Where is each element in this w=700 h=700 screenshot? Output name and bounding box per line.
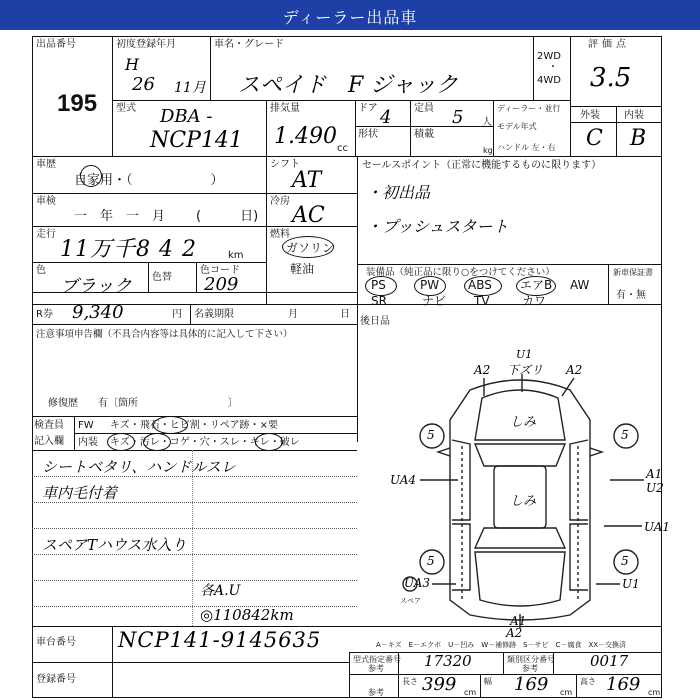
capacity-label: 定員 bbox=[414, 103, 434, 114]
model-label: 型式 bbox=[116, 103, 136, 114]
drive-dot: ・ bbox=[548, 62, 558, 73]
inspection-label: 車検 bbox=[36, 196, 56, 207]
doors-value: 4 bbox=[380, 107, 392, 128]
damage-legend: A－キズ E－エクボ U－凹み W－補修跡 S－サビ C－腐食 XX－交換済 bbox=[376, 641, 627, 649]
odometer-note: ◎110842km bbox=[200, 606, 294, 624]
history-option-rest: 用・（ ） bbox=[100, 173, 224, 188]
first-reg-label: 初度登録年月 bbox=[116, 39, 176, 50]
mark-a2-bottom: A2 bbox=[506, 626, 523, 640]
mark-s-zuri: 下ズリ bbox=[507, 363, 544, 377]
model-prefix-value: DBA - bbox=[160, 106, 213, 127]
mark-a1-bottom: A1 bbox=[510, 614, 527, 628]
entry-label: 記入欄 bbox=[34, 436, 64, 447]
mileage-label: 走行 bbox=[36, 229, 56, 240]
tire-rr-grade: 5 bbox=[621, 554, 629, 568]
color-value: ブラック bbox=[60, 276, 132, 297]
displacement-label: 排気量 bbox=[270, 103, 300, 114]
loading-label: 積載 bbox=[414, 129, 434, 140]
notes-label: 注意事項申告欄（不具合内容等は具体的に記入して下さい） bbox=[36, 329, 293, 340]
reg-no-label: 登録番号 bbox=[36, 674, 76, 685]
km-label: km bbox=[228, 250, 244, 261]
cooler-value: AC bbox=[292, 203, 325, 228]
height-value: 169 bbox=[606, 674, 641, 695]
r-ticket-value: 9,340 bbox=[72, 302, 124, 323]
chassis-label: 車台番号 bbox=[36, 637, 76, 648]
length-unit: cm bbox=[464, 688, 477, 697]
mark-u2-right: U2 bbox=[646, 481, 664, 495]
fw-label: FW bbox=[78, 420, 94, 431]
mark-a2-left: A2 bbox=[474, 363, 491, 377]
equip-abs: ABS bbox=[468, 278, 492, 292]
handle-label: ハンドル 左・右 bbox=[497, 143, 556, 152]
rating-label: 評価点 bbox=[588, 39, 630, 50]
era-value: H bbox=[125, 55, 139, 74]
tire-fr-grade: 5 bbox=[621, 428, 629, 442]
term-month-label: 月 bbox=[288, 309, 298, 320]
dealer-label: ディーラー・並行 bbox=[497, 104, 561, 113]
mark-u1-rear: U1 bbox=[622, 577, 640, 591]
shift-label: シフト bbox=[270, 159, 300, 170]
model-year-label: モデル年式 bbox=[497, 122, 537, 131]
model-code-value: NCP141 bbox=[150, 128, 243, 153]
inspection-value: 一 年 一 月 bbox=[74, 209, 166, 224]
width-unit: cm bbox=[560, 688, 573, 697]
exterior-label: 外装 bbox=[580, 110, 600, 121]
length-value: 399 bbox=[422, 674, 457, 695]
equip-airbag: エアB bbox=[520, 278, 553, 292]
mark-shimi-roof: しみ bbox=[510, 494, 537, 509]
history-label: 車歴 bbox=[36, 159, 56, 170]
capacity-value: 5 bbox=[452, 107, 464, 128]
class-no-value: 0017 bbox=[590, 652, 629, 670]
color-code-label: 色コード bbox=[200, 265, 240, 276]
tire-note: 各A.U bbox=[200, 583, 241, 599]
mark-a2-right: A2 bbox=[566, 363, 583, 377]
equip-ps: PS bbox=[371, 278, 386, 292]
car-name-value: スペイド F ジャック bbox=[238, 73, 458, 98]
mark-u1-top: U1 bbox=[516, 348, 533, 361]
cc-label: cc bbox=[337, 143, 348, 154]
color-label: 色 bbox=[36, 265, 46, 276]
equip-aw: AW bbox=[570, 278, 590, 292]
mark-ua4: UA4 bbox=[390, 473, 417, 487]
drive-4wd-label: 4WD bbox=[537, 75, 561, 86]
notes-line-2: 車内毛付着 bbox=[42, 484, 118, 502]
inspector-items: キズ・飛石・ヒビ割・リペア跡・×要 bbox=[110, 420, 278, 431]
yen-label: 円 bbox=[172, 309, 182, 320]
light-oil-label: 軽油 bbox=[290, 262, 315, 276]
class-no-label: 類別区分番号 bbox=[507, 655, 555, 664]
month-value: 11月 bbox=[174, 80, 206, 96]
r-ticket-label: R券 bbox=[36, 309, 53, 320]
aftermarket-label: 後日品 bbox=[360, 316, 390, 327]
type-no-ref: 参考 bbox=[368, 664, 384, 673]
interior-label: 内装 bbox=[624, 110, 644, 121]
rating-value: 3.5 bbox=[590, 63, 632, 93]
drive-2wd-label: 2WD bbox=[537, 51, 561, 62]
notes-line-1: シートベタリ、ハンドルスレ bbox=[42, 458, 236, 476]
person-unit-label: 人 bbox=[482, 117, 492, 128]
sales-point-1: ・初出品 bbox=[366, 183, 431, 202]
history-option-own: 自 bbox=[74, 173, 88, 188]
car-grade-label: 車名・グレード bbox=[214, 39, 284, 50]
naiso-label: 内装 bbox=[78, 437, 98, 448]
history-option-private: 家 bbox=[87, 173, 101, 188]
repair-label: 修復歴 有〔箇所 〕 bbox=[48, 398, 238, 409]
interior-grade: B bbox=[630, 126, 647, 151]
length-label: 長さ bbox=[402, 677, 418, 686]
mark-a1-right: A1 bbox=[646, 467, 663, 481]
fuel-value: ガソリン bbox=[286, 241, 335, 255]
fuel-label: 燃料 bbox=[270, 229, 290, 240]
warranty-value: 有・無 bbox=[616, 290, 646, 301]
year-value: 26 bbox=[132, 74, 155, 95]
lot-no-value: 195 bbox=[57, 90, 98, 117]
size-ref: 参考 bbox=[368, 688, 384, 697]
color-code-value: 209 bbox=[204, 274, 239, 295]
inspector-label: 検査員 bbox=[34, 420, 64, 431]
lot-no-label: 出品番号 bbox=[36, 39, 76, 50]
equip-sr: SR bbox=[371, 294, 387, 308]
type-no-value: 17320 bbox=[424, 652, 472, 670]
entry-items: キズ・汚レ・コゲ・穴・スレ・キレ・破レ bbox=[110, 437, 300, 448]
tire-fl-grade: 5 bbox=[427, 428, 435, 442]
type-no-label: 型式指定番号 bbox=[353, 655, 401, 664]
inspection-day: ( 日) bbox=[196, 209, 259, 224]
sheet-title: ディーラー出品車 bbox=[282, 8, 418, 27]
exterior-grade: C bbox=[586, 126, 603, 151]
height-label: 高さ bbox=[580, 677, 596, 686]
equipment-label: 装備品（純正品に限り○をつけてください） bbox=[366, 267, 555, 278]
term-label: 名義期限 bbox=[194, 309, 234, 320]
term-day-label: 日 bbox=[340, 309, 350, 320]
sales-point-2: ・プッシュスタート bbox=[366, 217, 509, 236]
mark-shimi-hood: しみ bbox=[510, 415, 537, 430]
shape-label: 形状 bbox=[358, 129, 378, 140]
equip-navi: ナビ bbox=[422, 294, 447, 308]
cooler-label: 冷房 bbox=[270, 196, 290, 207]
chassis-value: NCP141-9145635 bbox=[118, 628, 322, 652]
notes-line-3: スペアTハウス水入り bbox=[42, 536, 187, 554]
sales-point-label: セールスポイント（正常に機能するものに限ります） bbox=[362, 160, 602, 171]
height-unit: cm bbox=[648, 688, 661, 697]
mark-ua3: UA3 bbox=[404, 576, 431, 590]
class-no-ref: 参考 bbox=[522, 664, 538, 673]
shift-value: AT bbox=[292, 168, 322, 193]
doors-label: ドア bbox=[358, 103, 378, 114]
equip-pw: PW bbox=[420, 278, 440, 292]
displacement-value: 1.490 bbox=[274, 124, 337, 149]
kg-label: kg bbox=[483, 146, 493, 155]
tire-rl-grade: 5 bbox=[427, 554, 435, 568]
width-label: 幅 bbox=[484, 677, 492, 686]
spare-label: スペア bbox=[400, 597, 421, 605]
new-warranty-label: 新車保証書 bbox=[613, 268, 653, 277]
width-value: 169 bbox=[514, 674, 549, 695]
mileage-value: 11万千8 4 2 bbox=[60, 237, 197, 262]
recolor-label: 色替 bbox=[152, 272, 172, 283]
equip-tv: TV bbox=[474, 294, 490, 308]
mark-ua1: UA1 bbox=[644, 520, 671, 534]
equip-leather: カワ bbox=[522, 294, 547, 308]
